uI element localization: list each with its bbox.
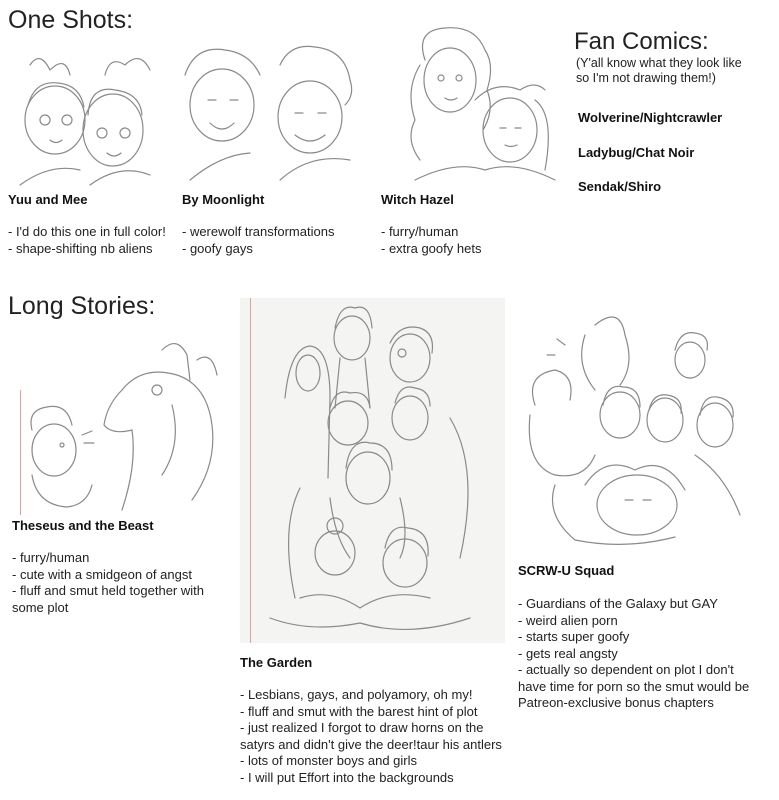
yuu-and-mee-notes	[8, 224, 166, 257]
witch-hazel-sketch	[395, 20, 560, 185]
one-shots-heading: One Shots:	[8, 6, 134, 34]
note-line: - Guardians of the Galaxy but GAY	[518, 596, 718, 611]
scrw-u-squad-sketch	[525, 305, 760, 550]
subtitle-line: (Y'all know what they look like	[576, 56, 742, 70]
theseus-and-the-beast-title: Theseus and the Beast	[12, 518, 154, 533]
yuu-and-mee-sketch	[10, 45, 160, 190]
note-line: some plot	[12, 599, 69, 615]
scrw-u-squad-title: SCRW-U Squad	[518, 563, 615, 578]
note-line: - shape-shifting nb aliens	[8, 240, 153, 256]
fan-comics-heading: Fan Comics:	[574, 28, 709, 55]
note-line: - weird alien porn	[518, 612, 618, 628]
theseus-and-the-beast-notes	[12, 550, 204, 616]
note-line: satyrs and didn't give the deer!taur his antlers	[240, 736, 502, 752]
theseus-and-the-beast-sketch	[12, 335, 222, 515]
fan-comics-subtitle	[576, 56, 742, 86]
witch-hazel-title: Witch Hazel	[381, 192, 454, 207]
by-moonlight-notes	[182, 224, 334, 257]
note-line: - I will put Effort into the backgrounds	[240, 769, 454, 785]
note-line: have time for porn so the smut would be	[518, 678, 750, 694]
the-garden-sketch	[240, 298, 505, 643]
note-line: - goofy gays	[182, 240, 253, 256]
by-moonlight-sketch	[170, 35, 360, 185]
note-line: - fluff and smut with the barest hint of plot	[240, 703, 478, 719]
the-garden-notes	[240, 687, 502, 786]
fan-comic-ladybug-chat-noir: Ladybug/Chat Noir	[578, 145, 695, 160]
note-line: - gets real angsty	[518, 645, 618, 661]
note-line: - fluff and smut held together with	[12, 583, 204, 598]
long-stories-heading: Long Stories:	[8, 292, 156, 320]
note-line: - werewolf transformations	[182, 224, 335, 239]
note-line: - starts super goofy	[518, 629, 630, 644]
note-line: - I'd do this one in full color!	[8, 224, 166, 239]
fan-comic-wolverine-nightcrawler: Wolverine/Nightcrawler	[578, 110, 723, 125]
witch-hazel-notes	[381, 224, 481, 257]
yuu-and-mee-title: Yuu and Mee	[8, 192, 88, 207]
note-line: - lots of monster boys and girls	[240, 753, 418, 768]
note-line: - cute with a smidgeon of angst	[12, 566, 192, 582]
note-line: - just realized I forgot to draw horns on the	[240, 720, 484, 735]
note-line: Patreon-exclusive bonus chapters	[518, 695, 714, 710]
note-line: - extra goofy hets	[381, 240, 482, 256]
by-moonlight-title: By Moonlight	[182, 192, 265, 207]
scrw-u-squad-notes	[518, 596, 749, 712]
note-line: - furry/human	[12, 550, 90, 565]
fan-comic-sendak-shiro: Sendak/Shiro	[578, 179, 662, 194]
subtitle-line: so I'm not drawing them!)	[576, 71, 716, 85]
note-line: - actually so dependent on plot I don't	[518, 662, 734, 677]
note-line: - Lesbians, gays, and polyamory, oh my!	[240, 687, 473, 702]
note-line: - furry/human	[381, 224, 459, 239]
the-garden-title: The Garden	[240, 655, 313, 670]
